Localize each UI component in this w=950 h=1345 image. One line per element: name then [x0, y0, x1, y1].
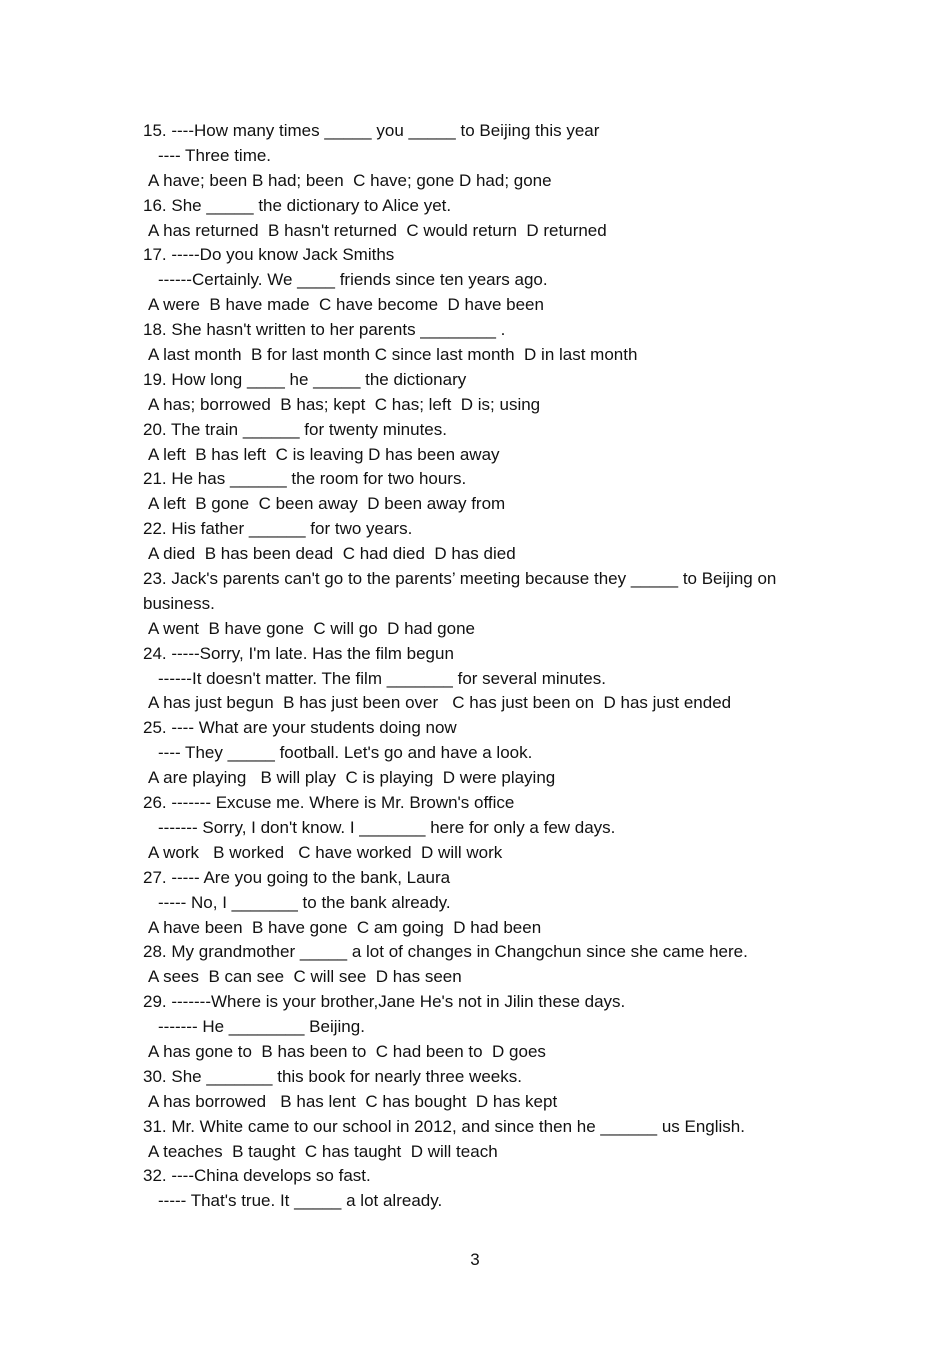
answer-options-line: A left B gone C been away D been away from: [148, 494, 506, 514]
question-line: business.: [143, 593, 215, 613]
question-line: 20. The train ______ for twenty minutes.: [143, 419, 447, 439]
answer-options-line: A has gone to B has been to C had been to D goes: [148, 1041, 546, 1061]
question-line: 23. Jack's parents can't go to the parents’ meeting because they _____ to Beijing on: [143, 569, 777, 589]
question-line: 27. ----- Are you going to the bank, Laura: [143, 867, 451, 887]
question-line: 32. ----China develops so fast.: [143, 1166, 371, 1186]
answer-options-line: A work B worked C have worked D will work: [148, 842, 503, 862]
question-line: 28. My grandmother _____ a lot of changes in Changchun since she came here.: [143, 942, 748, 962]
question-line: 24. -----Sorry, I'm late. Has the film begun: [143, 643, 454, 663]
dialogue-line: ------It doesn't matter. The film _______ for several minutes.: [158, 668, 606, 688]
page-number: 3: [470, 1250, 480, 1269]
question-line: 16. She _____ the dictionary to Alice yet.: [143, 195, 452, 215]
answer-options-line: A sees B can see C will see D has seen: [148, 967, 462, 987]
question-line: 26. ------- Excuse me. Where is Mr. Brown's office: [143, 793, 515, 813]
answer-options-line: A died B has been dead C had died D has died: [148, 544, 516, 564]
question-line: 15. ----How many times _____ you _____ to Beijing this year: [143, 121, 600, 140]
dialogue-line: ------- He ________ Beijing.: [158, 1017, 365, 1037]
question-line: 31. Mr. White came to our school in 2012, and since then he ______ us English.: [143, 1116, 745, 1136]
answer-options-line: A were B have made C have become D have been: [148, 295, 544, 315]
answer-options-line: A has; borrowed B has; kept C has; left D is; using: [148, 394, 541, 414]
answer-options-line: A teaches B taught C has taught D will teach: [148, 1141, 498, 1161]
answer-options-line: A has returned B hasn't returned C would return D returned: [148, 220, 607, 240]
answer-options-line: A are playing B will play C is playing D were playing: [148, 768, 556, 788]
question-line: 25. ---- What are your students doing now: [143, 718, 457, 738]
question-line: 18. She hasn't written to her parents ________ .: [143, 320, 506, 340]
answer-options-line: A have been B have gone C am going D had been: [148, 917, 542, 937]
dialogue-line: ----- No, I _______ to the bank already.: [158, 892, 451, 912]
answer-options-line: A left B has left C is leaving D has been away: [148, 444, 500, 464]
dialogue-line: ----- That's true. It _____ a lot already.: [158, 1191, 443, 1211]
dialogue-line: ------Certainly. We ____ friends since ten years ago.: [158, 270, 548, 290]
question-line: 29. -------Where is your brother,Jane He's not in Jilin these days.: [143, 992, 626, 1012]
answer-options-line: A has borrowed B has lent C has bought D has kept: [148, 1091, 558, 1111]
dialogue-line: ------- Sorry, I don't know. I _______ here for only a few days.: [158, 817, 616, 837]
question-line: 30. She _______ this book for nearly three weeks.: [143, 1066, 522, 1086]
dialogue-line: ---- Three time.: [158, 145, 272, 165]
question-line: 22. His father ______ for two years.: [143, 519, 413, 539]
question-line: 19. How long ____ he _____ the dictionary: [143, 369, 467, 389]
question-line: 17. -----Do you know Jack Smiths: [143, 245, 395, 265]
answer-options-line: A has just begun B has just been over C has just been on D has just ended: [148, 693, 732, 713]
answer-options-line: A went B have gone C will go D had gone: [148, 618, 475, 638]
answer-options-line: A last month B for last month C since last month D in last month: [148, 345, 638, 365]
exercise-list: [143, 119, 843, 1214]
dialogue-line: ---- They _____ football. Let's go and have a look.: [158, 743, 533, 763]
answer-options-line: A have; been B had; been C have; gone D had; gone: [148, 170, 552, 190]
question-line: 21. He has ______ the room for two hours.: [143, 469, 467, 489]
